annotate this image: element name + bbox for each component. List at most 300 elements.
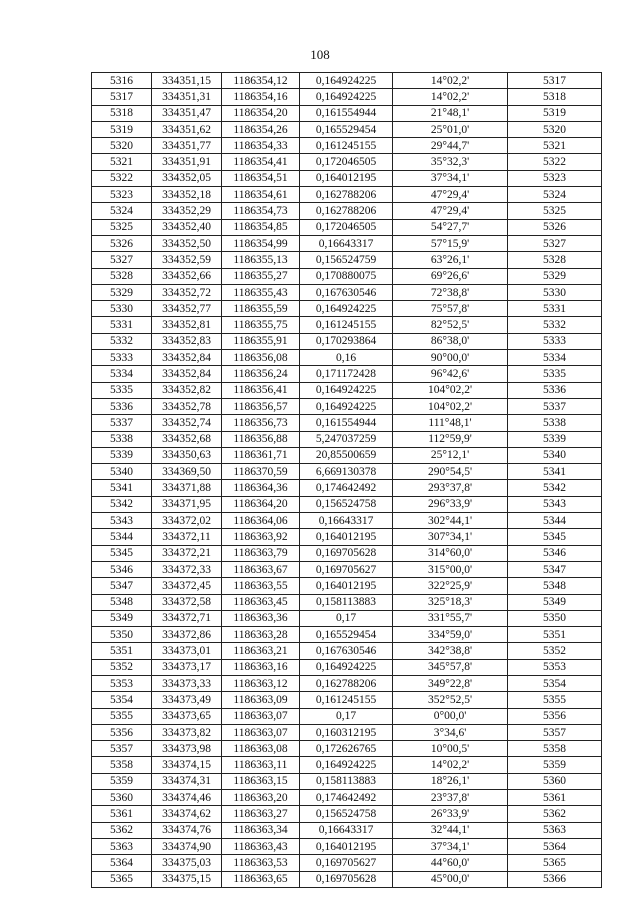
- direction-angle-cell: 352°52,5': [393, 692, 508, 708]
- distance-cell: 0,156524758: [300, 806, 393, 822]
- table-row: [92, 154, 602, 170]
- direction-angle-cell: 21°48,1': [393, 105, 508, 121]
- y-coordinate-cell: 1186354,12: [222, 73, 300, 89]
- y-coordinate-cell: 1186363,07: [222, 708, 300, 724]
- direction-angle-cell: 47°29,4': [393, 187, 508, 203]
- next-point-cell: 5364: [508, 838, 602, 854]
- distance-cell: 6,669130378: [300, 464, 393, 480]
- x-coordinate-cell: 334352,05: [152, 170, 222, 186]
- next-point-cell: 5363: [508, 822, 602, 838]
- point-number-cell: 5328: [92, 268, 152, 284]
- next-point-cell: 5341: [508, 464, 602, 480]
- y-coordinate-cell: 1186354,73: [222, 203, 300, 219]
- point-number-cell: 5347: [92, 578, 152, 594]
- direction-angle-cell: 296°33,9': [393, 496, 508, 512]
- table-row: [92, 284, 602, 300]
- direction-angle-cell: 82°52,5': [393, 317, 508, 333]
- point-number-cell: 5361: [92, 806, 152, 822]
- distance-cell: 0,169705627: [300, 561, 393, 577]
- distance-cell: 0,162788206: [300, 187, 393, 203]
- point-number-cell: 5345: [92, 545, 152, 561]
- y-coordinate-cell: 1186363,65: [222, 871, 300, 887]
- distance-cell: 0,16643317: [300, 235, 393, 251]
- table-row: [92, 252, 602, 268]
- direction-angle-cell: 32°44,1': [393, 822, 508, 838]
- distance-cell: 0,164012195: [300, 170, 393, 186]
- direction-angle-cell: 3°34,6': [393, 724, 508, 740]
- table-row: [92, 382, 602, 398]
- point-number-cell: 5346: [92, 561, 152, 577]
- next-point-cell: 5351: [508, 627, 602, 643]
- next-point-cell: 5330: [508, 284, 602, 300]
- x-coordinate-cell: 334352,77: [152, 301, 222, 317]
- point-number-cell: 5317: [92, 89, 152, 105]
- direction-angle-cell: 63°26,1': [393, 252, 508, 268]
- x-coordinate-cell: 334352,29: [152, 203, 222, 219]
- next-point-cell: 5321: [508, 138, 602, 154]
- direction-angle-cell: 112°59,9': [393, 431, 508, 447]
- distance-cell: 0,169705628: [300, 871, 393, 887]
- y-coordinate-cell: 1186370,59: [222, 464, 300, 480]
- y-coordinate-cell: 1186355,27: [222, 268, 300, 284]
- next-point-cell: 5353: [508, 659, 602, 675]
- table-row: [92, 447, 602, 463]
- y-coordinate-cell: 1186363,20: [222, 790, 300, 806]
- distance-cell: 0,16643317: [300, 513, 393, 529]
- y-coordinate-cell: 1186354,85: [222, 219, 300, 235]
- direction-angle-cell: 10°00,5': [393, 741, 508, 757]
- distance-cell: 0,156524758: [300, 496, 393, 512]
- next-point-cell: 5354: [508, 675, 602, 691]
- distance-cell: 0,164924225: [300, 301, 393, 317]
- y-coordinate-cell: 1186363,27: [222, 806, 300, 822]
- point-number-cell: 5348: [92, 594, 152, 610]
- x-coordinate-cell: 334351,15: [152, 73, 222, 89]
- table-row: [92, 757, 602, 773]
- distance-cell: 0,156524759: [300, 252, 393, 268]
- point-number-cell: 5363: [92, 838, 152, 854]
- distance-cell: 0,16: [300, 350, 393, 366]
- direction-angle-cell: 25°01,0': [393, 121, 508, 137]
- next-point-cell: 5325: [508, 203, 602, 219]
- next-point-cell: 5339: [508, 431, 602, 447]
- point-number-cell: 5353: [92, 675, 152, 691]
- direction-angle-cell: 331°55,7': [393, 610, 508, 626]
- table-row: [92, 187, 602, 203]
- direction-angle-cell: 18°26,1': [393, 773, 508, 789]
- y-coordinate-cell: 1186356,41: [222, 382, 300, 398]
- next-point-cell: 5362: [508, 806, 602, 822]
- table-row: [92, 610, 602, 626]
- point-number-cell: 5325: [92, 219, 152, 235]
- next-point-cell: 5361: [508, 790, 602, 806]
- next-point-cell: 5346: [508, 545, 602, 561]
- next-point-cell: 5348: [508, 578, 602, 594]
- x-coordinate-cell: 334371,88: [152, 480, 222, 496]
- distance-cell: 0,164924225: [300, 73, 393, 89]
- table-row: [92, 317, 602, 333]
- table-row: [92, 643, 602, 659]
- distance-cell: 0,165529454: [300, 627, 393, 643]
- next-point-cell: 5355: [508, 692, 602, 708]
- distance-cell: 0,158113883: [300, 773, 393, 789]
- y-coordinate-cell: 1186363,92: [222, 529, 300, 545]
- direction-angle-cell: 315°00,0': [393, 561, 508, 577]
- distance-cell: 0,164924225: [300, 382, 393, 398]
- page-number: 108: [310, 47, 330, 62]
- table-row: [92, 773, 602, 789]
- y-coordinate-cell: 1186363,67: [222, 561, 300, 577]
- next-point-cell: 5324: [508, 187, 602, 203]
- y-coordinate-cell: 1186363,43: [222, 838, 300, 854]
- table-row: [92, 480, 602, 496]
- point-number-cell: 5350: [92, 627, 152, 643]
- point-number-cell: 5318: [92, 105, 152, 121]
- distance-cell: 0,172046505: [300, 154, 393, 170]
- y-coordinate-cell: 1186363,55: [222, 578, 300, 594]
- y-coordinate-cell: 1186363,16: [222, 659, 300, 675]
- table-row: [92, 333, 602, 349]
- point-number-cell: 5341: [92, 480, 152, 496]
- next-point-cell: 5345: [508, 529, 602, 545]
- direction-angle-cell: 54°27,7': [393, 219, 508, 235]
- direction-angle-cell: 75°57,8': [393, 301, 508, 317]
- next-point-cell: 5358: [508, 741, 602, 757]
- point-number-cell: 5342: [92, 496, 152, 512]
- table-row: [92, 203, 602, 219]
- next-point-cell: 5366: [508, 871, 602, 887]
- next-point-cell: 5331: [508, 301, 602, 317]
- next-point-cell: 5342: [508, 480, 602, 496]
- direction-angle-cell: 322°25,9': [393, 578, 508, 594]
- y-coordinate-cell: 1186363,11: [222, 757, 300, 773]
- point-number-cell: 5357: [92, 741, 152, 757]
- direction-angle-cell: 90°00,0': [393, 350, 508, 366]
- direction-angle-cell: 0°00,0': [393, 708, 508, 724]
- direction-angle-cell: 349°22,8': [393, 675, 508, 691]
- direction-angle-cell: 307°34,1': [393, 529, 508, 545]
- table-row: [92, 431, 602, 447]
- distance-cell: 0,164924225: [300, 757, 393, 773]
- distance-cell: 0,164012195: [300, 838, 393, 854]
- point-number-cell: 5358: [92, 757, 152, 773]
- next-point-cell: 5360: [508, 773, 602, 789]
- point-number-cell: 5327: [92, 252, 152, 268]
- next-point-cell: 5334: [508, 350, 602, 366]
- y-coordinate-cell: 1186363,34: [222, 822, 300, 838]
- y-coordinate-cell: 1186355,59: [222, 301, 300, 317]
- y-coordinate-cell: 1186363,12: [222, 675, 300, 691]
- direction-angle-cell: 342°38,8': [393, 643, 508, 659]
- next-point-cell: 5347: [508, 561, 602, 577]
- table-row: [92, 268, 602, 284]
- distance-cell: 0,164924225: [300, 659, 393, 675]
- table-row: [92, 545, 602, 561]
- y-coordinate-cell: 1186361,71: [222, 447, 300, 463]
- distance-cell: 0,161245155: [300, 317, 393, 333]
- point-number-cell: 5360: [92, 790, 152, 806]
- x-coordinate-cell: 334350,63: [152, 447, 222, 463]
- direction-angle-cell: 14°02,2': [393, 89, 508, 105]
- x-coordinate-cell: 334352,84: [152, 350, 222, 366]
- table-row: [92, 675, 602, 691]
- next-point-cell: 5322: [508, 154, 602, 170]
- x-coordinate-cell: 334374,15: [152, 757, 222, 773]
- distance-cell: 0,161554944: [300, 105, 393, 121]
- table-row: [92, 692, 602, 708]
- y-coordinate-cell: 1186354,41: [222, 154, 300, 170]
- table-row: [92, 138, 602, 154]
- point-number-cell: 5326: [92, 235, 152, 251]
- next-point-cell: 5356: [508, 708, 602, 724]
- distance-cell: 0,161245155: [300, 138, 393, 154]
- point-number-cell: 5332: [92, 333, 152, 349]
- distance-cell: 0,164924225: [300, 398, 393, 414]
- point-number-cell: 5316: [92, 73, 152, 89]
- point-number-cell: 5354: [92, 692, 152, 708]
- y-coordinate-cell: 1186363,45: [222, 594, 300, 610]
- direction-angle-cell: 25°12,1': [393, 447, 508, 463]
- distance-cell: 0,160312195: [300, 724, 393, 740]
- x-coordinate-cell: 334373,49: [152, 692, 222, 708]
- x-coordinate-cell: 334375,15: [152, 871, 222, 887]
- table-row: [92, 627, 602, 643]
- point-number-cell: 5329: [92, 284, 152, 300]
- point-number-cell: 5320: [92, 138, 152, 154]
- point-number-cell: 5344: [92, 529, 152, 545]
- direction-angle-cell: 290°54,5': [393, 464, 508, 480]
- x-coordinate-cell: 334372,86: [152, 627, 222, 643]
- x-coordinate-cell: 334351,91: [152, 154, 222, 170]
- y-coordinate-cell: 1186364,36: [222, 480, 300, 496]
- distance-cell: 0,174642492: [300, 480, 393, 496]
- direction-angle-cell: 104°02,2': [393, 398, 508, 414]
- next-point-cell: 5326: [508, 219, 602, 235]
- x-coordinate-cell: 334351,31: [152, 89, 222, 105]
- next-point-cell: 5359: [508, 757, 602, 773]
- distance-cell: 0,164924225: [300, 89, 393, 105]
- table-row: [92, 73, 602, 89]
- direction-angle-cell: 111°48,1': [393, 415, 508, 431]
- table-row: [92, 790, 602, 806]
- distance-cell: 0,164012195: [300, 529, 393, 545]
- table-row: [92, 170, 602, 186]
- next-point-cell: 5332: [508, 317, 602, 333]
- next-point-cell: 5320: [508, 121, 602, 137]
- table-row: [92, 822, 602, 838]
- distance-cell: 0,161554944: [300, 415, 393, 431]
- y-coordinate-cell: 1186355,91: [222, 333, 300, 349]
- next-point-cell: 5357: [508, 724, 602, 740]
- x-coordinate-cell: 334373,98: [152, 741, 222, 757]
- x-coordinate-cell: 334352,40: [152, 219, 222, 235]
- distance-cell: 0,169705627: [300, 855, 393, 871]
- table-row: [92, 529, 602, 545]
- direction-angle-cell: 45°00,0': [393, 871, 508, 887]
- distance-cell: 0,17: [300, 708, 393, 724]
- x-coordinate-cell: 334375,03: [152, 855, 222, 871]
- direction-angle-cell: 293°37,8': [393, 480, 508, 496]
- x-coordinate-cell: 334372,11: [152, 529, 222, 545]
- y-coordinate-cell: 1186354,33: [222, 138, 300, 154]
- direction-angle-cell: 72°38,8': [393, 284, 508, 300]
- x-coordinate-cell: 334372,33: [152, 561, 222, 577]
- point-number-cell: 5351: [92, 643, 152, 659]
- point-number-cell: 5352: [92, 659, 152, 675]
- table-row: [92, 121, 602, 137]
- point-number-cell: 5364: [92, 855, 152, 871]
- next-point-cell: 5317: [508, 73, 602, 89]
- y-coordinate-cell: 1186363,15: [222, 773, 300, 789]
- y-coordinate-cell: 1186364,20: [222, 496, 300, 512]
- x-coordinate-cell: 334373,01: [152, 643, 222, 659]
- next-point-cell: 5338: [508, 415, 602, 431]
- point-number-cell: 5322: [92, 170, 152, 186]
- y-coordinate-cell: 1186354,16: [222, 89, 300, 105]
- table-row: [92, 561, 602, 577]
- next-point-cell: 5328: [508, 252, 602, 268]
- y-coordinate-cell: 1186356,24: [222, 366, 300, 382]
- point-number-cell: 5337: [92, 415, 152, 431]
- direction-angle-cell: 29°44,7': [393, 138, 508, 154]
- next-point-cell: 5365: [508, 855, 602, 871]
- distance-cell: 0,162788206: [300, 203, 393, 219]
- next-point-cell: 5323: [508, 170, 602, 186]
- direction-angle-cell: 47°29,4': [393, 203, 508, 219]
- point-number-cell: 5359: [92, 773, 152, 789]
- x-coordinate-cell: 334374,46: [152, 790, 222, 806]
- x-coordinate-cell: 334352,84: [152, 366, 222, 382]
- next-point-cell: 5350: [508, 610, 602, 626]
- y-coordinate-cell: 1186363,28: [222, 627, 300, 643]
- direction-angle-cell: 14°02,2': [393, 73, 508, 89]
- point-number-cell: 5336: [92, 398, 152, 414]
- table-row: [92, 415, 602, 431]
- x-coordinate-cell: 334372,45: [152, 578, 222, 594]
- direction-angle-cell: 314°60,0': [393, 545, 508, 561]
- table-row: [92, 838, 602, 854]
- table-row: [92, 708, 602, 724]
- distance-cell: 0,162788206: [300, 675, 393, 691]
- next-point-cell: 5343: [508, 496, 602, 512]
- x-coordinate-cell: 334372,71: [152, 610, 222, 626]
- coordinates-table-body: [92, 73, 602, 888]
- table-row: [92, 105, 602, 121]
- point-number-cell: 5335: [92, 382, 152, 398]
- x-coordinate-cell: 334352,18: [152, 187, 222, 203]
- x-coordinate-cell: 334352,50: [152, 235, 222, 251]
- table-row: [92, 366, 602, 382]
- distance-cell: 0,16643317: [300, 822, 393, 838]
- next-point-cell: 5318: [508, 89, 602, 105]
- table-row: [92, 89, 602, 105]
- y-coordinate-cell: 1186363,21: [222, 643, 300, 659]
- table-row: [92, 398, 602, 414]
- direction-angle-cell: 23°37,8': [393, 790, 508, 806]
- direction-angle-cell: 302°44,1': [393, 513, 508, 529]
- y-coordinate-cell: 1186354,51: [222, 170, 300, 186]
- point-number-cell: 5355: [92, 708, 152, 724]
- x-coordinate-cell: 334369,50: [152, 464, 222, 480]
- x-coordinate-cell: 334373,65: [152, 708, 222, 724]
- distance-cell: 0,174642492: [300, 790, 393, 806]
- y-coordinate-cell: 1186354,99: [222, 235, 300, 251]
- y-coordinate-cell: 1186356,08: [222, 350, 300, 366]
- distance-cell: 0,167630546: [300, 284, 393, 300]
- y-coordinate-cell: 1186355,75: [222, 317, 300, 333]
- next-point-cell: 5349: [508, 594, 602, 610]
- x-coordinate-cell: 334371,95: [152, 496, 222, 512]
- x-coordinate-cell: 334374,90: [152, 838, 222, 854]
- x-coordinate-cell: 334352,81: [152, 317, 222, 333]
- table-row: [92, 724, 602, 740]
- next-point-cell: 5333: [508, 333, 602, 349]
- point-number-cell: 5333: [92, 350, 152, 366]
- x-coordinate-cell: 334351,47: [152, 105, 222, 121]
- table-row: [92, 871, 602, 887]
- table-row: [92, 741, 602, 757]
- direction-angle-cell: 69°26,6': [393, 268, 508, 284]
- point-number-cell: 5324: [92, 203, 152, 219]
- next-point-cell: 5344: [508, 513, 602, 529]
- y-coordinate-cell: 1186355,43: [222, 284, 300, 300]
- y-coordinate-cell: 1186354,61: [222, 187, 300, 203]
- x-coordinate-cell: 334374,62: [152, 806, 222, 822]
- point-number-cell: 5338: [92, 431, 152, 447]
- direction-angle-cell: 96°42,6': [393, 366, 508, 382]
- point-number-cell: 5343: [92, 513, 152, 529]
- x-coordinate-cell: 334352,83: [152, 333, 222, 349]
- x-coordinate-cell: 334351,62: [152, 121, 222, 137]
- coordinates-table: [91, 72, 602, 888]
- point-number-cell: 5334: [92, 366, 152, 382]
- distance-cell: 0,167630546: [300, 643, 393, 659]
- next-point-cell: 5340: [508, 447, 602, 463]
- x-coordinate-cell: 334352,68: [152, 431, 222, 447]
- distance-cell: 5,247037259: [300, 431, 393, 447]
- x-coordinate-cell: 334372,21: [152, 545, 222, 561]
- x-coordinate-cell: 334374,76: [152, 822, 222, 838]
- point-number-cell: 5356: [92, 724, 152, 740]
- y-coordinate-cell: 1186356,57: [222, 398, 300, 414]
- x-coordinate-cell: 334373,17: [152, 659, 222, 675]
- distance-cell: 0,158113883: [300, 594, 393, 610]
- direction-angle-cell: 14°02,2': [393, 757, 508, 773]
- x-coordinate-cell: 334374,31: [152, 773, 222, 789]
- x-coordinate-cell: 334352,74: [152, 415, 222, 431]
- table-row: [92, 513, 602, 529]
- point-number-cell: 5339: [92, 447, 152, 463]
- point-number-cell: 5362: [92, 822, 152, 838]
- y-coordinate-cell: 1186354,20: [222, 105, 300, 121]
- direction-angle-cell: 44°60,0': [393, 855, 508, 871]
- y-coordinate-cell: 1186354,26: [222, 121, 300, 137]
- x-coordinate-cell: 334352,82: [152, 382, 222, 398]
- direction-angle-cell: 26°33,9': [393, 806, 508, 822]
- table-row: [92, 659, 602, 675]
- next-point-cell: 5327: [508, 235, 602, 251]
- table-row: [92, 350, 602, 366]
- next-point-cell: 5329: [508, 268, 602, 284]
- x-coordinate-cell: 334352,78: [152, 398, 222, 414]
- point-number-cell: 5331: [92, 317, 152, 333]
- x-coordinate-cell: 334351,77: [152, 138, 222, 154]
- point-number-cell: 5323: [92, 187, 152, 203]
- x-coordinate-cell: 334352,66: [152, 268, 222, 284]
- distance-cell: 0,164012195: [300, 578, 393, 594]
- distance-cell: 0,172046505: [300, 219, 393, 235]
- direction-angle-cell: 345°57,8': [393, 659, 508, 675]
